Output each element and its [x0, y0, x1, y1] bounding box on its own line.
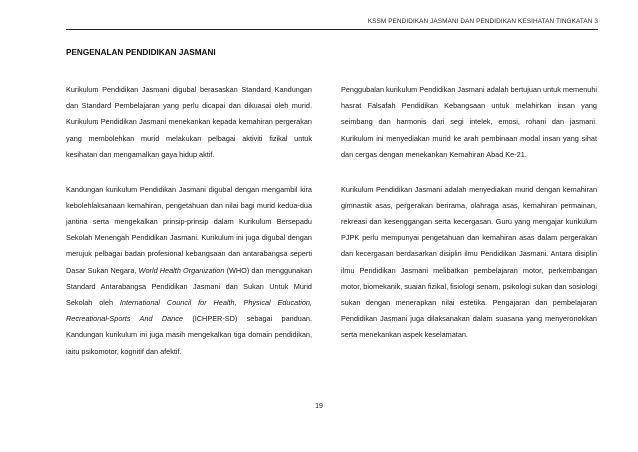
- left-paragraph-2-part-c: (ICHPER-SD) sebagai panduan. Kandungan kurikulum ini juga masih mengekalkan tiga domain pendidikan, iaitu psikomotor, kognitif dan afektif.: [66, 314, 312, 356]
- right-paragraph-2: Kurikulum Pendidikan Jasmani adalah menyediakan murid dengan kemahiran gimnastik asas, pergerakan berirama, olahraga asas, kemahiran permainan, rekreasi dan kesenggangan serta kecergasan. Guru yang mengajar kurikulum PJPK perlu mempunyai pengetahuan dan kemahiran asas dalam pergerakan dan kecergasan berdasarkan disiplin ilmu Pendidikan Jasmani. Antara disiplin ilmu Pendidikan Jasmani melibatkan pembelajaran motor, perkembangan motor, biomekanik, suaian fizikal, fisiologi senam, psikologi sukan dan sosiologi sukan dengan menerapkan nilai estetika. Pengajaran dan pembelajaran Pendidikan Jasmani juga dilaksanakan dalam suasana yang menyeronokkan serta menekankan aspek keselamatan.: [341, 184, 597, 340]
- header-rule: [66, 29, 598, 30]
- left-column: [66, 82, 312, 378]
- left-paragraph-2-part-b: (WHO) dan menggunakan Standard Antarabangsa Pendidikan Jasmani dan Sukan Untuk Murid Sekolah oleh: [66, 265, 313, 307]
- right-paragraph-1: Penggubalan kurikulum Pendidikan Jasmani adalah bertujuan untuk memenuhi hasrat Falsafah Pendidikan Kebangsaan untuk melahirkan insan yang seimbang dan harmonis dari segi intelek, emosi, rohani dan jasmani. Kurikulum ini menyediakan murid ke arah pembinaan modal insan yang sihat dan cergas dengan menekankan Kemahiran Abad Ke-21.: [341, 85, 597, 159]
- left-paragraph-2: [66, 182, 312, 360]
- left-paragraph-2-part-a: Kandungan kurikulum Pendidikan Jasmani digubal dengan mengambil kira kebolehlaksanaan kemahiran, pengetahuan dan nilai bagi murid kedua-dua jantina serta mengekalkan prinsip-prinsip dalam Kurikulum Bersepadu Sekolah Menengah Pendidikan Jasmani. Kurikulum ini juga digubal dengan merujuk pelbagai badan profesional kebangsaan dan antarabangsa seperti Dasar Sukan Negara,: [66, 184, 312, 275]
- who-name: World Health Organization: [138, 265, 225, 275]
- ichper-name: International Council for Health, Physical Education, Recreational-Sports And Dance: [66, 297, 312, 324]
- running-header: KSSM PENDIDIKAN JASMANI DAN PENDIDIKAN KESIHATAN TINGKATAN 3: [367, 18, 598, 25]
- left-paragraph-1: Kurikulum Pendidikan Jasmani digubal berasaskan Standard Kandungan dan Standard Pembelajaran yang perlu dicapai dan dikuasai oleh murid. Kurikulum Pendidikan Jasmani menekankan kepada kemahiran pergerakan yang membolehkan murid melakukan pelbagai aktiviti fizikal untuk kesihatan dan mengamalkan gaya hidup aktif.: [66, 85, 312, 159]
- section-title: PENGENALAN PENDIDIKAN JASMANI: [66, 48, 216, 57]
- right-column: [341, 82, 597, 362]
- page-number: 19: [315, 403, 323, 410]
